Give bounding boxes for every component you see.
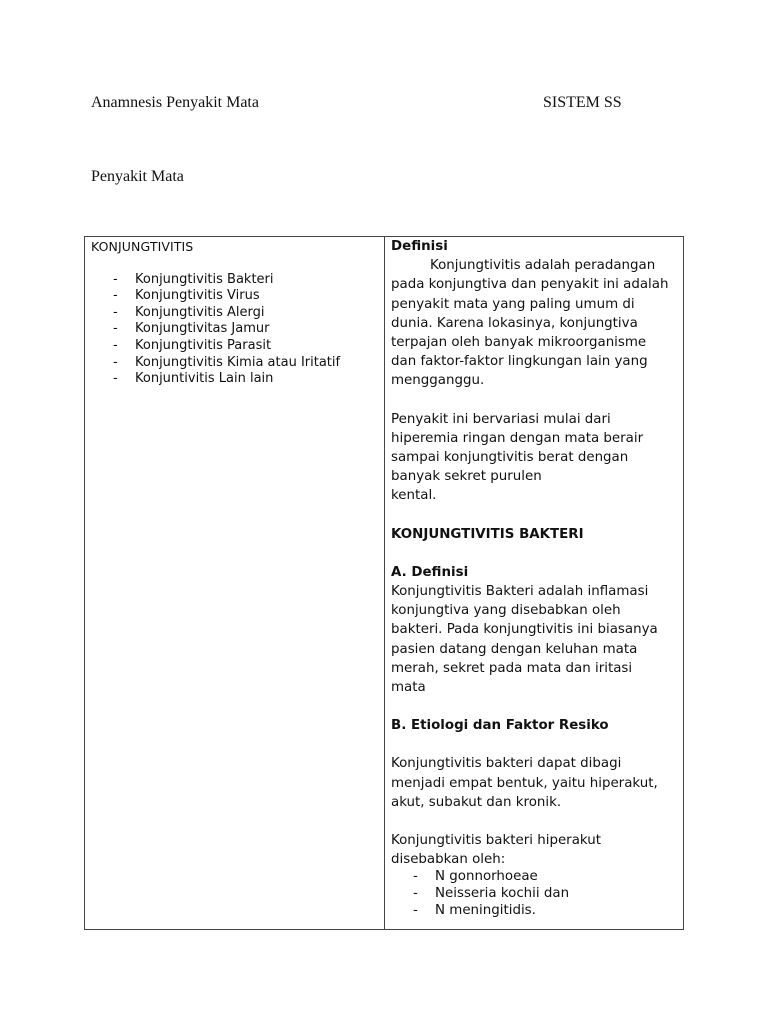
konjungtivitis-list (91, 272, 379, 388)
text-line: mata (391, 680, 426, 696)
dash-bullet: - (113, 321, 118, 337)
text-line: sampai konjungtivitis berat dengan (391, 450, 629, 466)
list-item: - N gonnorhoeae (413, 869, 538, 885)
dash-bullet: - (413, 886, 418, 902)
dash-bullet: - (113, 354, 118, 370)
right-cell (391, 237, 681, 919)
dash-bullet: - (413, 869, 418, 885)
text-line: banyak sekret purulen (391, 469, 542, 485)
list-item: - Neisseria kochii dan (413, 886, 570, 902)
text-line: terpajan oleh banyak mikroorganisme (391, 335, 647, 351)
text-line: Konjungtivitis Bakteri adalah inflamasi (391, 584, 649, 600)
text-line: akut, subakut dan kronik. (391, 794, 562, 810)
text-line: pasien datang dengan keluhan mata (391, 641, 638, 657)
list-item: - Konjungtivitis Bakteri (113, 271, 274, 287)
definisi-subheading: A. Definisi (391, 564, 469, 580)
list-item: - Konjungtivitis Kimia atau Iritatif (113, 354, 341, 370)
text-line: mengganggu. (391, 373, 485, 389)
definisi-heading: Definisi (391, 239, 448, 254)
text-line: kental. (391, 488, 437, 504)
text-line: Konjungtivitis adalah peradangan (430, 258, 656, 274)
system-label: SISTEM SS (543, 94, 622, 111)
text-line: Penyakit ini bervariasi mulai dari (391, 411, 611, 427)
section-title: Penyakit Mata (91, 168, 184, 185)
dash-bullet: - (113, 288, 118, 304)
hiperakut-paragraph (391, 831, 681, 869)
text-line: penyakit mata yang paling umum di (391, 296, 635, 312)
text-line: disebabkan oleh: (391, 852, 506, 868)
text-line: Konjungtivitis bakteri dapat dibagi (391, 756, 622, 772)
list-item: - Konjungtivitis Parasit (113, 337, 272, 353)
text-line: dan faktor-faktor lingkungan lain yang (391, 354, 648, 370)
dash-bullet: - (113, 271, 118, 287)
document-title: Anamnesis Penyakit Mata (91, 94, 259, 111)
etiologi-heading: B. Etiologi dan Faktor Resiko (391, 718, 609, 734)
dash-bullet: - (113, 371, 118, 387)
text-line: hiperemia ringan dengan mata berair (391, 430, 644, 446)
column-divider (384, 237, 385, 929)
dash-bullet: - (113, 337, 118, 353)
bakteri-definisi-paragraph (391, 582, 681, 697)
dash-bullet: - (413, 902, 418, 918)
text-line: Konjungtivitis bakteri hiperakut (391, 833, 601, 849)
list-item: - N meningitidis. (413, 902, 536, 918)
list-item: - Konjuntivitis Lain lain (113, 371, 274, 387)
text-line: menjadi empat bentuk, yaitu hiperakut, (391, 775, 658, 791)
definisi-paragraph (391, 256, 681, 390)
text-line: bakteri. Pada konjungtivitis ini biasanya (391, 622, 658, 638)
variasi-paragraph (391, 410, 681, 506)
list-item: - Konjungtivitis Alergi (113, 304, 265, 320)
left-heading: KONJUNGTIVITIS (91, 239, 194, 254)
dash-bullet: - (113, 304, 118, 320)
content-table (84, 236, 684, 930)
text-line: konjungtiva yang disebabkan oleh (391, 603, 621, 619)
left-cell (91, 239, 379, 388)
text-line: merah, sekret pada mata dan iritasi (391, 660, 633, 676)
list-item: - Konjungtivitas Jamur (113, 321, 270, 337)
text-line: pada konjungtiva dan penyakit ini adalah (391, 277, 669, 293)
bakteri-heading: KONJUNGTIVITIS BAKTERI (391, 526, 584, 542)
etiologi-paragraph (391, 754, 681, 812)
causes-list (391, 869, 681, 919)
list-item: - Konjungtivitis Virus (113, 288, 260, 304)
text-line: dunia. Karena lokasinya, konjungtiva (391, 315, 638, 331)
